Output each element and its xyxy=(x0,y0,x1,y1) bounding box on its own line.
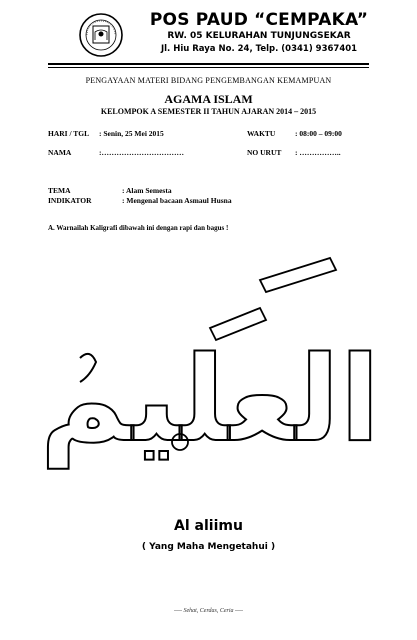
calligraphy-meaning: ( Yang Maha Mengetahui ) xyxy=(141,542,276,552)
footer-motto: ---- Sehat, Cerdas, Ceria ---- xyxy=(173,608,244,614)
header-divider-thin xyxy=(48,67,369,68)
indicator-value: : Mengenal bacaan Asmaul Husna xyxy=(122,196,232,205)
school-logo xyxy=(78,12,124,58)
indicator-label: INDIKATOR xyxy=(48,196,92,205)
calligraphy-artwork xyxy=(39,250,381,500)
calligraphy-transliteration: Al aliimu xyxy=(174,518,243,534)
instruction: A. Warnailah Kaligrafi dibawah ini dengan rapi dan bagus ! xyxy=(48,224,229,232)
group-semester: KELOMPOK A SEMESTER II TAHUN AJARAN 2014 – 2015 xyxy=(100,107,317,116)
school-subtitle: RW. 05 KELURAHAN TUNJUNGSEKAR xyxy=(167,31,351,41)
time-label: WAKTU xyxy=(247,129,276,138)
theme-label: TEMA xyxy=(48,186,71,195)
name-value: :…………………………… xyxy=(99,148,184,157)
document-heading: PENGAYAAN MATERI BIDANG PENGEMBANGAN KEMAMPUAN xyxy=(85,76,332,85)
name-label: NAMA xyxy=(48,148,72,157)
number-value: : …………….. xyxy=(295,148,341,157)
theme-value: : Alam Semesta xyxy=(122,186,172,195)
school-name: POS PAUD “CEMPAKA” xyxy=(149,10,369,30)
subject-title: AGAMA ISLAM xyxy=(164,92,253,106)
school-address: Jl. Hiu Raya No. 24, Telp. (0341) 9367401 xyxy=(160,44,358,54)
header-divider xyxy=(48,63,369,65)
day-label: HARI / TGL xyxy=(48,129,90,138)
number-label: NO URUT xyxy=(247,148,282,157)
time-value: : 08:00 – 09:00 xyxy=(295,129,342,138)
day-value: : Senin, 25 Mei 2015 xyxy=(99,129,164,138)
calligraphy-outline: العليم xyxy=(39,330,381,468)
